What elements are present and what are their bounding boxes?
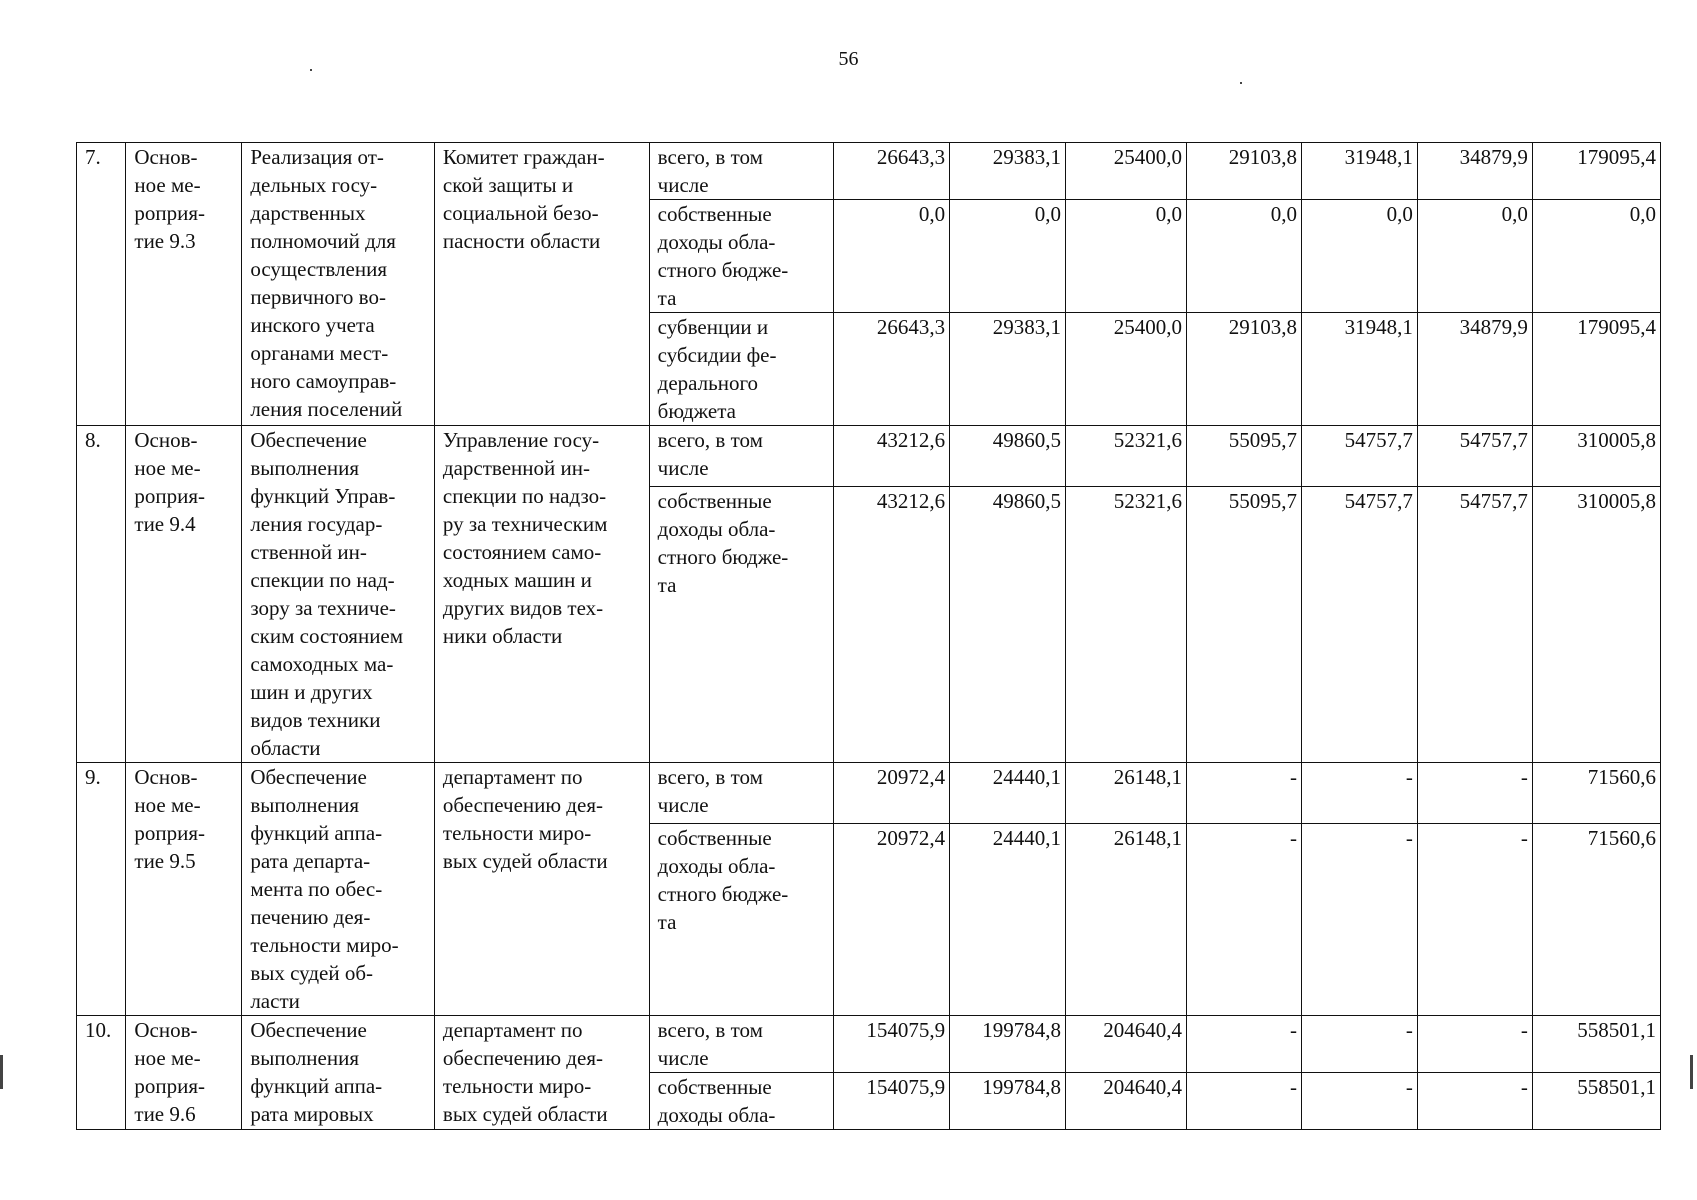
amount-cell: 0,0 [1187,200,1302,313]
amount-cell: 52321,6 [1066,426,1187,487]
description-cell: Обеспечение выполнения функций аппа- рата департа- мента по обес- печению дея- тельности миро- вых судей об- ласти [242,763,435,1016]
amount-cell: 26643,3 [834,143,950,200]
amount-cell: 26643,3 [834,313,950,426]
amount-cell: 204640,4 [1066,1073,1187,1130]
amount-cell: - [1301,1016,1417,1073]
amount-cell: - [1417,1073,1532,1130]
amount-cell: 204640,4 [1066,1016,1187,1073]
scan-edge-mark [1690,1055,1693,1089]
amount-cell: 179095,4 [1532,313,1660,426]
description-cell: Обеспечение выполнения функций Управ- ления государ- ственной ин- спекции по над- зору за техниче- ским состоянием самоходных ма- шин и других видов техники области [242,426,435,763]
amount-cell: 29103,8 [1187,313,1302,426]
amount-cell: 54757,7 [1417,487,1532,763]
amount-cell: 25400,0 [1066,143,1187,200]
amount-cell: 55095,7 [1187,426,1302,487]
description-cell: Обеспечение выполнения функций аппа- рата мировых [242,1016,435,1130]
executor-cell: Комитет граждан- ской защиты и социальной безо- пасности области [434,143,649,426]
executor-cell: департамент по обеспечению дея- тельности миро- вых судей области [434,763,649,1016]
amount-cell: 71560,6 [1532,823,1660,1015]
measure-cell: Основ- ное ме- роприя- тие 9.6 [126,1016,242,1130]
amount-cell: 310005,8 [1532,426,1660,487]
amount-cell: 199784,8 [950,1073,1066,1130]
amount-cell: 54757,7 [1301,487,1417,763]
amount-cell: 20972,4 [834,763,950,824]
amount-cell: - [1301,823,1417,1015]
page-number: 56 [838,48,859,70]
amount-cell: 43212,6 [834,426,950,487]
amount-cell: 29103,8 [1187,143,1302,200]
amount-cell: 0,0 [1066,200,1187,313]
funding-source-cell: собственные доходы обла- стного бюдже- та [649,823,834,1015]
amount-cell: - [1301,1073,1417,1130]
executor-cell: Управление госу- дарственной ин- спекции по надзо- ру за техническим состоянием само- ходных машин и других видов тех- ники области [434,426,649,763]
amount-cell: 179095,4 [1532,143,1660,200]
amount-cell: 55095,7 [1187,487,1302,763]
amount-cell: 0,0 [1301,200,1417,313]
amount-cell: 34879,9 [1417,143,1532,200]
amount-cell: 26148,1 [1066,823,1187,1015]
measure-cell: Основ- ное ме- роприя- тие 9.5 [126,763,242,1016]
amount-cell: 49860,5 [950,487,1066,763]
funding-source-cell: всего, в том числе [649,1016,834,1073]
amount-cell: 52321,6 [1066,487,1187,763]
amount-cell: - [1187,1073,1302,1130]
amount-cell: 310005,8 [1532,487,1660,763]
amount-cell: - [1417,1016,1532,1073]
amount-cell: - [1187,823,1302,1015]
amount-cell: 26148,1 [1066,763,1187,824]
amount-cell: - [1187,763,1302,824]
funding-source-cell: субвенции и субсидии фе- дерального бюджета [649,313,834,426]
amount-cell: 558501,1 [1532,1016,1660,1073]
amount-cell: 0,0 [1532,200,1660,313]
funding-source-cell: собственные доходы обла- [649,1073,834,1130]
amount-cell: 0,0 [950,200,1066,313]
amount-cell: 31948,1 [1301,143,1417,200]
funding-source-cell: собственные доходы обла- стного бюдже- та [649,487,834,763]
amount-cell: 199784,8 [950,1016,1066,1073]
amount-cell: 154075,9 [834,1016,950,1073]
amount-cell: - [1301,763,1417,824]
table-row [77,143,1661,200]
row-index: 10. [77,1016,126,1130]
amount-cell: 29383,1 [950,143,1066,200]
measure-cell: Основ- ное ме- роприя- тие 9.3 [126,143,242,426]
amount-cell: 31948,1 [1301,313,1417,426]
table-row [77,763,1661,824]
table-body [77,143,1661,1130]
row-index: 7. [77,143,126,426]
amount-cell: - [1187,1016,1302,1073]
budget-table [76,142,1661,1130]
amount-cell: 54757,7 [1301,426,1417,487]
amount-cell: 43212,6 [834,487,950,763]
funding-source-cell: собственные доходы обла- стного бюдже- та [649,200,834,313]
amount-cell: 558501,1 [1532,1073,1660,1130]
amount-cell: 25400,0 [1066,313,1187,426]
amount-cell: 0,0 [1417,200,1532,313]
funding-source-cell: всего, в том числе [649,143,834,200]
scan-speck [1240,82,1242,84]
amount-cell: 24440,1 [950,823,1066,1015]
table-row [77,1016,1661,1073]
description-cell: Реализация от- дельных госу- дарственных полномочий для осуществления первичного во- инского учета органами мест- ного самоуправ- ления поселений [242,143,435,426]
scan-speck [310,69,312,71]
executor-cell: департамент по обеспечению дея- тельности миро- вых судей области [434,1016,649,1130]
amount-cell: - [1417,763,1532,824]
amount-cell: 20972,4 [834,823,950,1015]
measure-cell: Основ- ное ме- роприя- тие 9.4 [126,426,242,763]
amount-cell: 29383,1 [950,313,1066,426]
funding-source-cell: всего, в том числе [649,426,834,487]
scan-edge-mark [0,1055,3,1089]
amount-cell: - [1417,823,1532,1015]
row-index: 8. [77,426,126,763]
table-row [77,426,1661,487]
amount-cell: 24440,1 [950,763,1066,824]
amount-cell: 34879,9 [1417,313,1532,426]
amount-cell: 49860,5 [950,426,1066,487]
amount-cell: 154075,9 [834,1073,950,1130]
amount-cell: 54757,7 [1417,426,1532,487]
amount-cell: 0,0 [834,200,950,313]
funding-source-cell: всего, в том числе [649,763,834,824]
amount-cell: 71560,6 [1532,763,1660,824]
row-index: 9. [77,763,126,1016]
